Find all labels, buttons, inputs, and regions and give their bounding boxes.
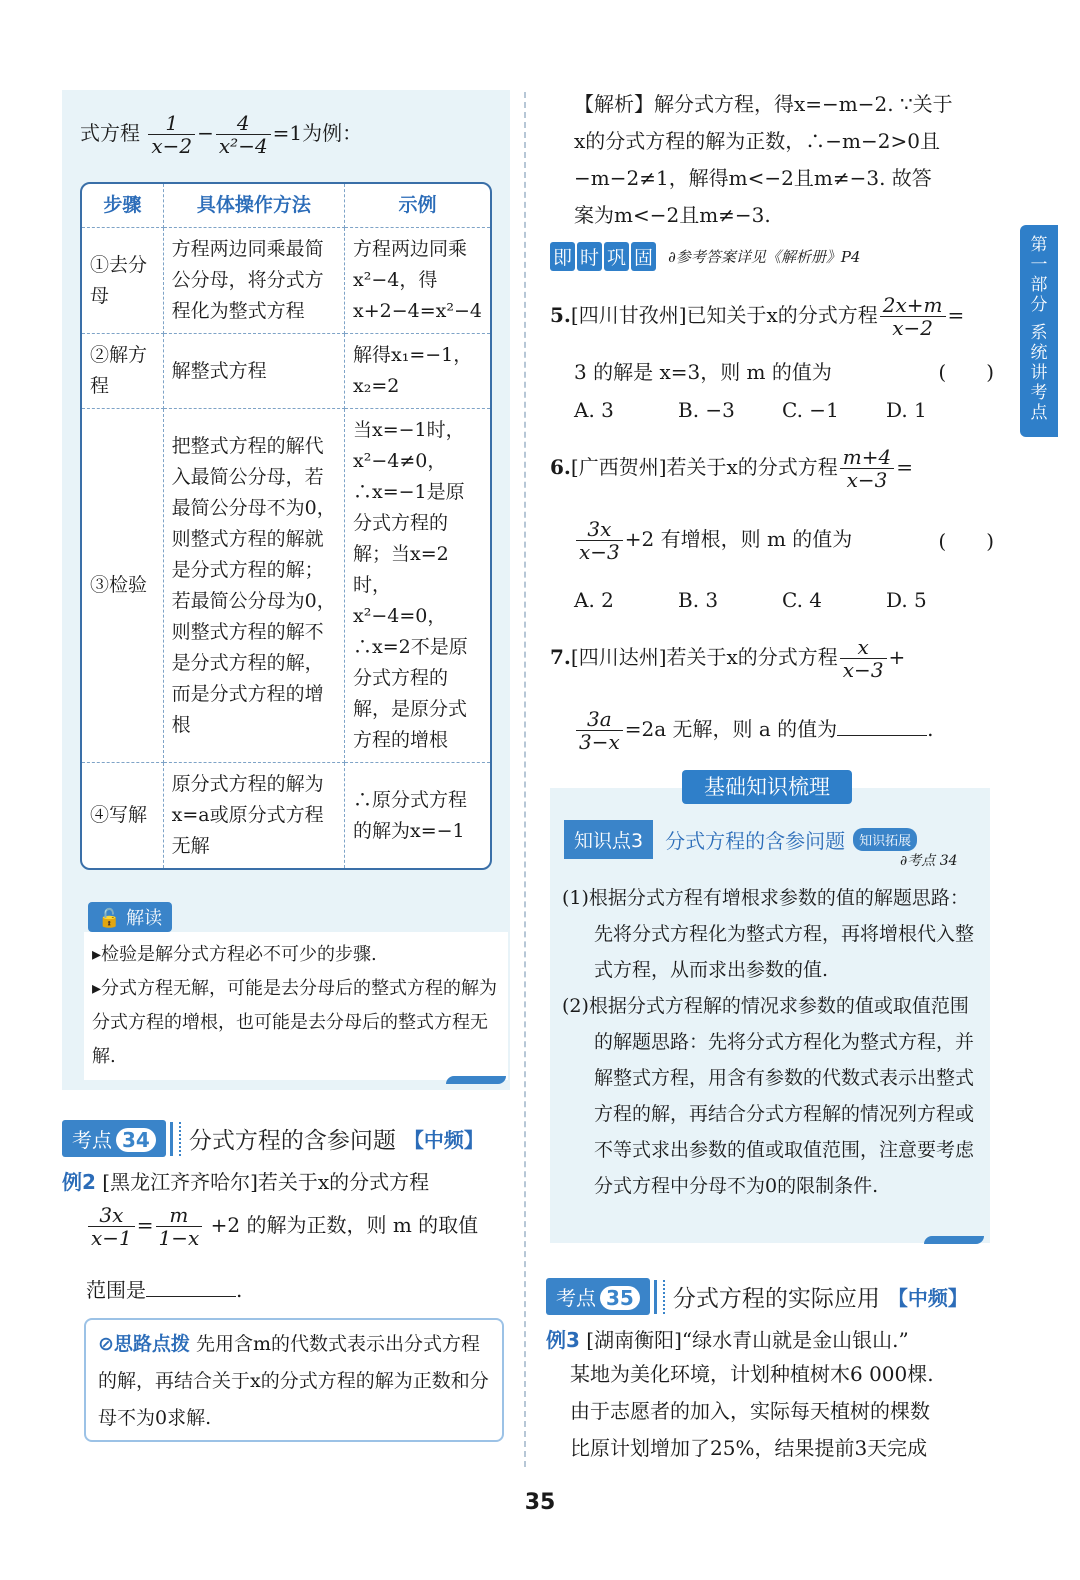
analysis-block [574,86,1004,234]
kp-number: 35 [600,1286,640,1310]
kp34-header [62,1120,484,1157]
question-text: 若关于x的分式方程 [666,645,838,669]
q7-fraction-2 [576,708,623,753]
question-7-line1 [550,636,905,681]
question-text2: =2a 无解，则 a 的值为 [624,717,838,741]
question-text: 已知关于x的分式方程 [686,303,878,327]
frac-num: 4 [216,112,271,135]
analysis-line: −m−2≠1，解得m<−2且m≠−3. 故答 [574,166,932,190]
steps-table [80,182,492,870]
question-6-line2 [574,518,994,563]
question-6-options [574,588,990,612]
knowledge-extend-tag: 知识拓展 [853,828,917,851]
option-b[interactable]: B. 3 [678,588,719,612]
frac-den: x−2 [892,316,934,340]
knowledge-point-item: (1)根据分式方程有增根求参数的值的解题思路：先将分式方程化为整式方程，再将增根代入整式方程，从而求出参数的值. [562,887,975,981]
frac-den: x−2 [151,134,193,158]
cell-method: 解整式方程 [164,334,345,409]
example-2-line2 [86,1204,478,1249]
knowledge-point-item: (2)根据分式方程解的情况求参数的值或取值范围的解题思路：先将分式方程化为整式方程，并解整式方程，用含有参数的代数式表示出整式方程的解，再结合分式方程解的情况列方程或不等式求出参数的值或取值范围，注意要考虑分式方程中分母不为0的限制条件. [562,995,975,1197]
frac-num: m+4 [840,446,894,469]
table-header-row [82,184,490,228]
intro-suffix: =1为例： [272,121,363,145]
reading-point: ▸分式方程无解，可能是去分母后的整式方程的解为分式方程的增根，也可能是去分母后的整式方程无解. [92,978,498,1067]
example-2-label: 例2 [62,1170,96,1194]
option-c[interactable]: C. 4 [782,588,823,612]
option-b[interactable]: B. −3 [678,398,735,422]
question-end: . [927,717,934,741]
table-row [82,334,490,409]
header-method: 具体操作方法 [164,184,345,228]
answer-paren[interactable]: ( ) [938,528,994,553]
question-text2: +2 有增根，则 m 的值为 [624,527,853,551]
cell-example: 解得x₁=−1，x₂=2 [345,334,490,409]
example-3-line: 比原计划增加了25%，结果提前3天完成 [570,1436,928,1460]
cell-step: ②解方程 [82,334,164,409]
answer-paren[interactable]: ( ) [938,360,994,384]
answer-blank[interactable] [146,1296,236,1297]
question-5-line1 [550,294,964,339]
cell-step: ③检验 [82,409,164,763]
example-2-text2: +2 的解为正数，则 m 的取值 [210,1213,479,1237]
cell-step: ④写解 [82,763,164,868]
side-tab-char: 一 [1030,255,1048,275]
kp34-frequency: 【中频】 [403,1128,484,1152]
question-text2: 3 的解是 x=3，则 m 的值为 [574,360,832,384]
example-2-source: [黑龙江齐齐哈尔] [102,1170,258,1194]
frac-num: 3a [576,708,623,731]
frac-num: 1 [148,112,195,135]
side-tab-char: 考 [1030,383,1048,403]
section-ribbon: 基础知识梳理 [682,770,852,804]
intro-fraction-2 [216,112,271,157]
cell-method: 把整式方程的解代入最简公分母，若最简公分母不为0，则整式方程的解就是分式方程的解；若最简公分母为0，则整式方程的解不是分式方程的解，而是分式方程的增根 [164,409,345,763]
side-tab-char: 统 [1030,343,1048,363]
frac-den: x²−4 [218,134,268,158]
instant-practice-char: 固 [631,242,656,271]
example-2-end: . [236,1278,243,1302]
answer-blank[interactable] [837,735,927,736]
frac-num: x [840,636,887,659]
q5-fraction [880,294,946,339]
q6-equals: = [896,455,913,479]
analysis-line: 【解析】解分式方程，得x=−m−2. ∵关于 [574,92,953,116]
frac-den: x−3 [579,540,620,564]
knowledge-point-header [564,820,917,859]
header-example: 示例 [345,184,490,228]
kp34-title: 分式方程的含参问题 [188,1128,396,1154]
question-7-line2 [574,708,934,753]
question-6-line1 [550,446,913,491]
side-tab-char: 部 [1030,275,1048,295]
thinking-hint-box [84,1318,504,1442]
link-icon: ∂ [668,247,676,266]
ex2-fraction-1 [88,1204,135,1249]
knowledge-point-badge: 知识点3 [564,820,653,859]
intro-prefix: 式方程 [80,121,140,145]
kp-label: 考点 [72,1128,112,1152]
kp-bars-decoration [170,1122,181,1156]
kp35-title: 分式方程的实际应用 [672,1286,880,1312]
reading-point: ▸检验是解分式方程必不可少的步骤. [92,944,377,965]
ex2-fraction-2 [156,1204,203,1249]
kp35-header [546,1278,968,1315]
thinking-hint-text: 先用含m的代数式表示出分式方程的解，再结合关于x的分式方程的解为正数和分母不为0求解. [98,1333,489,1429]
example-3-source: [湖南衡阳] [586,1328,682,1352]
analysis-line: 案为m<−2且m≠−3. [574,203,771,227]
column-divider [524,92,526,1467]
example-2-line3 [86,1272,242,1308]
question-number: 6. [550,455,571,479]
q7-fraction-1 [840,636,887,681]
q5-equals: = [947,303,965,327]
option-a[interactable]: A. 3 [574,398,614,422]
corner-curl-decoration [924,1236,984,1244]
example-2-line1 [62,1164,429,1200]
question-5-line2 [574,354,994,390]
cell-example: 方程两边同乘x²−4，得x+2−4=x²−4 [345,228,490,334]
intro-op: − [197,121,214,145]
example-2-text3: 范围是 [86,1278,146,1302]
side-tab-char: 分 [1030,295,1048,315]
question-5-options [574,398,990,422]
ex2-equals: = [136,1213,154,1237]
knowledge-body [562,880,982,1204]
question-source: [四川甘孜州] [570,303,687,327]
corner-curl-decoration [446,1076,506,1084]
frac-num: 2x+m [880,294,946,317]
frac-den: x−1 [91,1226,132,1250]
cell-method: 原分式方程的解为x=a或原分式方程无解 [164,763,345,868]
frac-den: x−3 [846,468,888,492]
example-3-line: 由于志愿者的加入，实际每天植树的棵数 [570,1399,930,1423]
knowledge-ref-text: 考点 34 [907,853,958,869]
link-icon: ∂ [900,853,908,869]
thinking-hint-content [86,1320,502,1443]
option-d[interactable]: D. 5 [886,588,927,612]
intro-fraction-1 [148,112,195,157]
side-tab-char: 讲 [1030,363,1048,383]
example-3-line: 某地为美化环境，计划种植树木6 000棵. [570,1362,934,1386]
q7-plus: + [888,645,906,669]
frac-num: 3x [88,1204,135,1227]
example-3-label: 例3 [546,1328,580,1352]
question-number: 7. [550,645,571,669]
example-3-body [570,1356,1000,1467]
knowledge-ref [900,850,958,870]
header-step: 步骤 [82,184,164,228]
reading-label-text: 解读 [126,908,163,929]
example-3-line1 [546,1322,909,1358]
table-row [82,763,490,868]
table-row [82,409,490,763]
cell-method: 方程两边同乘最简公分母，将分式方程化为整式方程 [164,228,345,334]
section-side-tab[interactable] [1020,225,1058,437]
frac-den: 3−x [579,730,620,754]
side-tab-char: 系 [1030,323,1048,343]
lock-icon: 🔓 [98,908,121,929]
reading-label [88,902,172,932]
analysis-line: x的分式方程的解为正数，∴−m−2>0且 [574,129,940,153]
kp35-badge [546,1278,650,1315]
q6-fraction-1 [840,446,894,491]
question-number: 5. [550,303,571,327]
question-source: [四川达州] [570,645,667,669]
example-2-text: 若关于x的分式方程 [257,1170,430,1194]
side-tab-char: 点 [1030,403,1048,423]
answer-reference: 参考答案详见《解析册》P4 [675,248,861,266]
instant-practice-char: 巩 [604,242,629,271]
cell-step: ①去分母 [82,228,164,334]
kp-label: 考点 [556,1286,596,1310]
example-3-line: “绿水青山就是金山银山.” [681,1328,909,1352]
kp35-frequency: 【中频】 [887,1286,968,1310]
question-source: [广西贺州] [570,455,667,479]
question-text: 若关于x的分式方程 [666,455,838,479]
intro-line [80,112,362,157]
frac-den: x−3 [842,658,884,682]
side-tab-char: 第 [1030,235,1048,255]
cell-example: 当x=−1时，x²−4≠0，∴x=−1是原分式方程的解；当x=2时，x²−4=0，∴x=2不是原分式方程的解，是原分式方程的增根 [345,409,490,763]
table-row [82,228,490,334]
option-d[interactable]: D. 1 [886,398,927,422]
cell-example: ∴原分式方程的解为x=−1 [353,788,468,842]
kp-bars-decoration [654,1280,665,1314]
frac-num: m [156,1204,203,1227]
instant-practice-header [550,242,860,271]
thinking-hint-label: ⊘思路点拨 [98,1333,190,1355]
frac-num: 3x [576,518,623,541]
kp34-badge [62,1120,166,1157]
kp-number: 34 [116,1128,156,1152]
knowledge-point-title: 分式方程的含参问题 [665,829,846,853]
instant-practice-char: 即 [550,242,575,271]
reading-box [84,932,508,1080]
option-c[interactable]: C. −1 [782,398,839,422]
frac-den: 1−x [158,1226,200,1250]
q6-fraction-2 [576,518,623,563]
instant-practice-char: 时 [577,242,602,271]
option-a[interactable]: A. 2 [574,588,614,612]
page-number: 35 [524,1490,556,1515]
